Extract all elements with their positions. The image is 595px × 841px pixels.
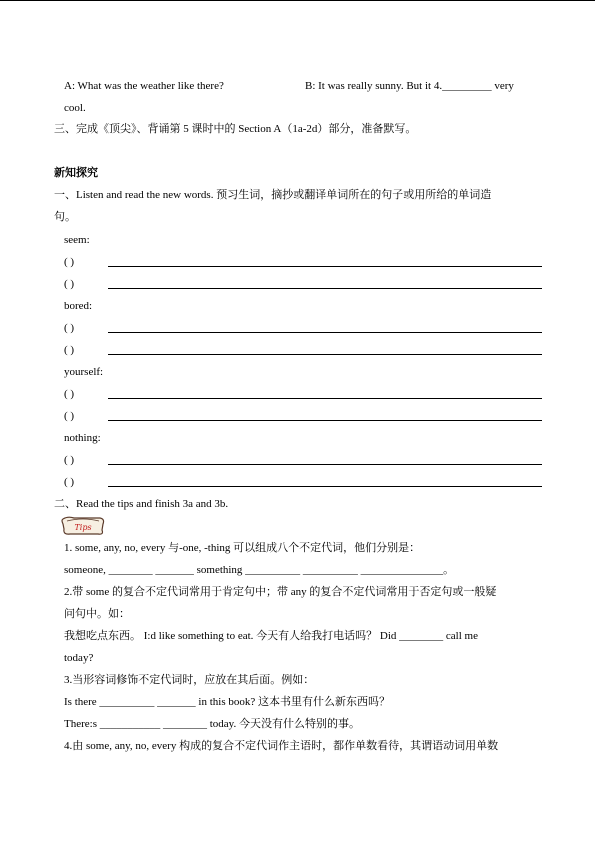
tip-3: 3.当形容词修饰不定代词时，应放在其后面。例如： <box>64 674 315 686</box>
word-yourself: yourself: <box>64 366 104 378</box>
tip-2-example-cont: today? <box>64 652 94 664</box>
tips-icon <box>60 515 106 537</box>
bracket-3: ( ) <box>64 322 75 334</box>
bracket-4: ( ) <box>64 344 75 356</box>
tip-3-example-1: Is there __________ _______ in this book? 这本书里有什么新东西吗？ <box>64 696 391 708</box>
answer-line-5[interactable] <box>108 398 542 399</box>
answer-line-6[interactable] <box>108 420 542 421</box>
tips-label: Tips <box>74 523 92 532</box>
tip-2: 2.带 some 的复合不定代词常用于肯定句中；带 any 的复合不定代词常用于否定句或一般疑 <box>64 586 497 598</box>
bracket-7: ( ) <box>64 454 75 466</box>
bracket-1: ( ) <box>64 256 75 268</box>
dialogue-b-cont: cool. <box>64 102 86 114</box>
part2-title: 二、Read the tips and finish 3a and 3b. <box>54 498 229 510</box>
tip-3-example-2: There:s ___________ ________ today. 今天没有什么特别的事。 <box>64 718 360 730</box>
part1-instruction: 一、Listen and read the new words. 预习生词，摘抄或翻译单词所在的句子或用所给的单词造 <box>54 189 492 201</box>
tip-2-example: 我想吃点东西。 I:d like something to eat. 今天有人给我打电话吗？ Did ________ call me <box>64 630 478 642</box>
dialogue-a: A: What was the weather like there? <box>64 80 224 92</box>
bracket-5: ( ) <box>64 388 75 400</box>
answer-line-8[interactable] <box>108 486 542 487</box>
bracket-2: ( ) <box>64 278 75 290</box>
section-3: 三、完成《顶尖》、背诵第 5 课时中的 Section A（1a-2d）部分，准备默写。 <box>54 123 417 135</box>
tip-1-blanks: someone, ________ _______ something __________ __________ _______________。 <box>64 564 455 576</box>
answer-line-3[interactable] <box>108 332 542 333</box>
tip-1: 1. some, any, no, every 与-one, -thing 可以组成八个不定代词，他们分别是： <box>64 542 421 554</box>
top-border <box>0 0 595 1</box>
bracket-6: ( ) <box>64 410 75 422</box>
word-nothing: nothing: <box>64 432 101 444</box>
word-seem: seem: <box>64 234 90 246</box>
answer-line-2[interactable] <box>108 288 542 289</box>
answer-line-4[interactable] <box>108 354 542 355</box>
dialogue-b: B: It was really sunny. But it 4._________ very <box>305 80 514 92</box>
tip-4: 4.由 some, any, no, every 构成的复合不定代词作主语时，都作单数看待，其谓语动词用单数 <box>64 740 499 752</box>
part1-instruction-cont: 句。 <box>54 211 76 223</box>
answer-line-7[interactable] <box>108 464 542 465</box>
bracket-8: ( ) <box>64 476 75 488</box>
word-bored: bored: <box>64 300 93 312</box>
tip-2-cont: 问句中。如： <box>64 608 130 620</box>
section-title-xinzhi: 新知探究 <box>54 167 98 179</box>
answer-line-1[interactable] <box>108 266 542 267</box>
